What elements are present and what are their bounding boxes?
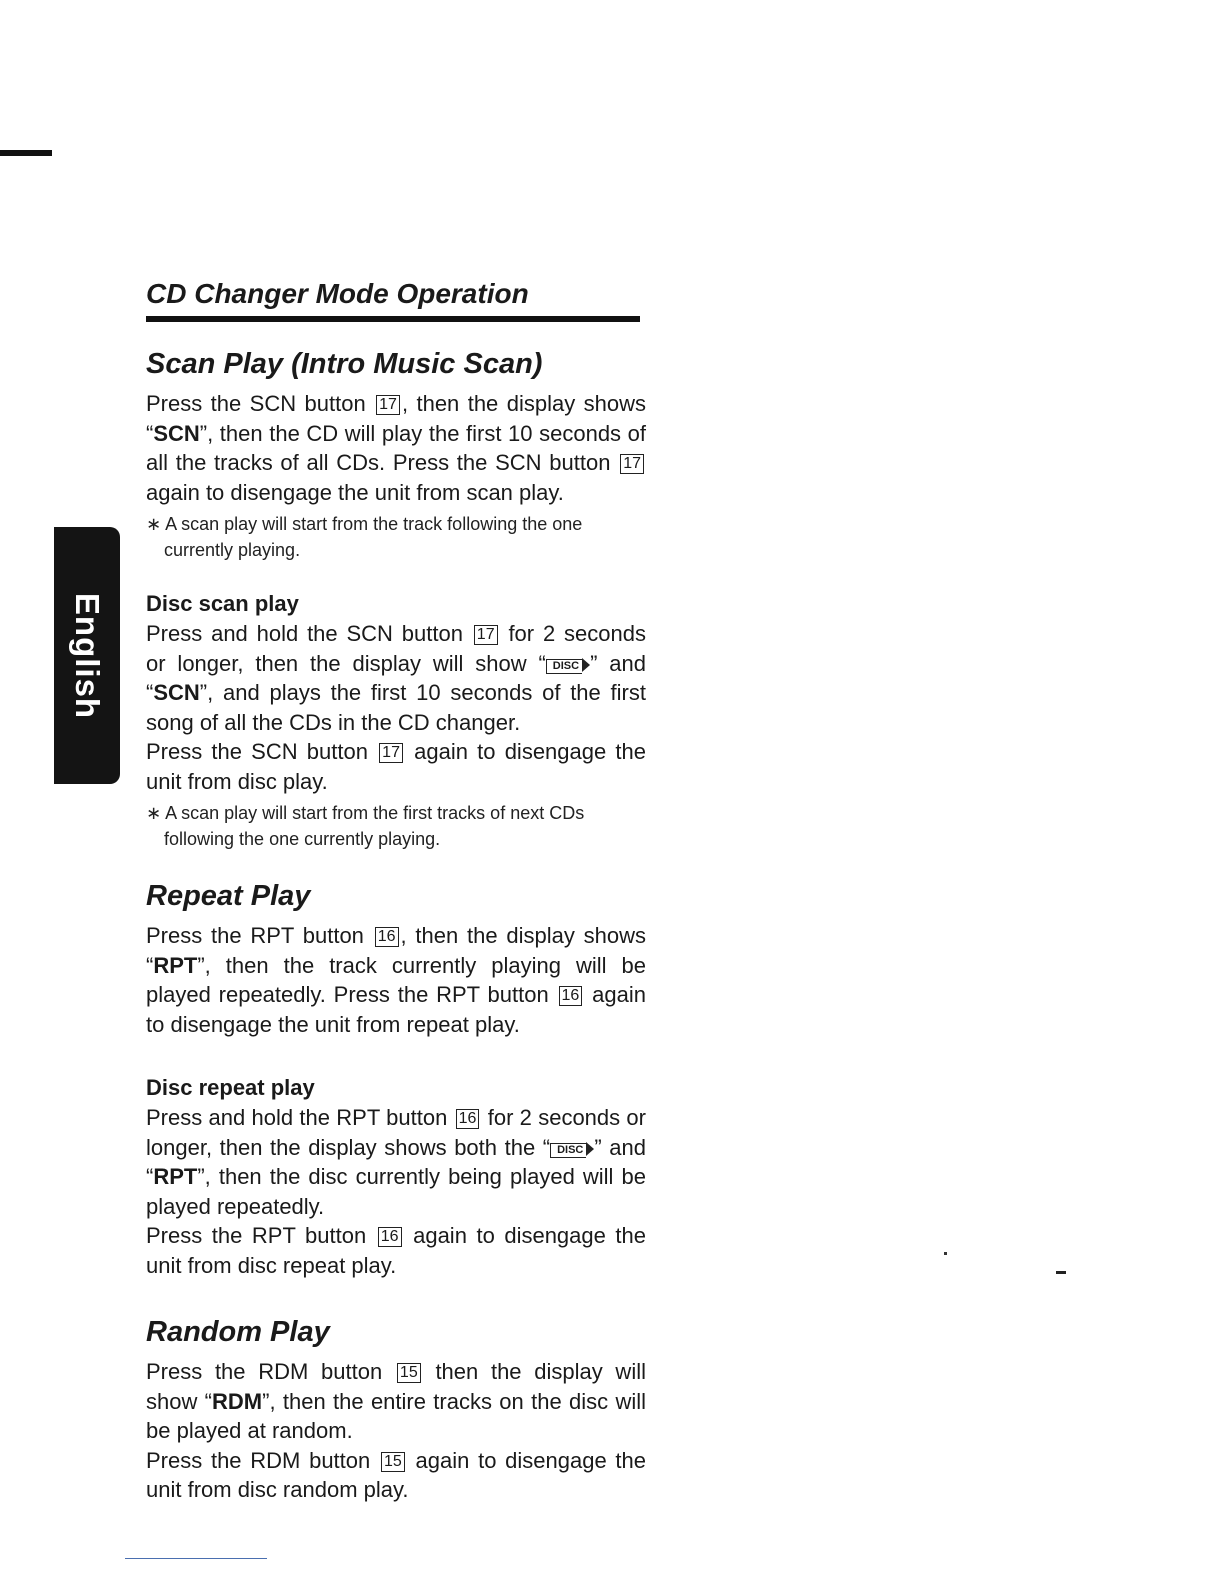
repeat-play-paragraph: Press the RPT button 16 , then the display shows “RPT”, then the track currently playing will be played repeatedly. Press the RPT button 16 again to disengage the unit from repeat play. [146,923,646,1037]
rpt-button-ref: 16 [375,927,399,947]
scn-button-ref: 17 [379,743,403,763]
scan-speck [1056,1271,1066,1274]
disc-icon: DISC [546,659,582,674]
rdm-button-ref: 15 [381,1452,405,1472]
scn-button-ref: 17 [474,625,498,645]
disc-scan-note: ∗ A scan play will start from the first tracks of next CDs following the one currently playing. [146,803,585,849]
language-tab [54,527,120,784]
page-edge-mark [0,150,52,156]
random-play-disengage-paragraph: Press the RDM button 15 again to disengage the unit from disc random play. [146,1447,646,1502]
disc-icon: DISC [550,1143,586,1158]
scan-play-heading: Scan Play (Intro Music Scan) [146,348,543,380]
rpt-button-ref: 16 [559,986,583,1006]
scan-speck [944,1252,947,1255]
scn-button-ref: 17 [376,395,400,415]
random-play-paragraph: Press the RDM button 15 then the display will show “RDM”, then the entire tracks on the disc will be played at random. [146,1359,647,1443]
scan-play-paragraph: Press the SCN button 17 , then the display shows “SCN”, then the CD will play the first 10 seconds of all the tracks of all CDs. Press the SCN button 17 again to disengage the unit from scan play. [146,391,646,505]
rdm-button-ref: 15 [397,1363,421,1383]
disc-repeat-disengage-paragraph: Press the RPT button 16 again to disengage the unit from disc repeat play. [146,1223,646,1278]
language-tab-label: English [69,592,106,719]
main-content [146,278,646,1505]
disc-repeat-heading: Disc repeat play [146,1075,315,1100]
disc-scan-disengage-paragraph: Press the SCN button 17 again to disengage the unit from disc play. [146,739,646,794]
bottom-rule [125,1558,267,1559]
scan-play-note: ∗ A scan play will start from the track following the one currently playing. [146,514,583,560]
rpt-button-ref: 16 [378,1227,402,1247]
scn-button-ref: 17 [620,454,644,474]
repeat-play-heading: Repeat Play [146,880,311,912]
rpt-button-ref: 16 [456,1109,480,1129]
random-play-heading: Random Play [146,1316,330,1348]
disc-scan-heading: Disc scan play [146,591,299,616]
disc-scan-paragraph: Press and hold the SCN button 17 for 2 seconds or longer, then the display will show “ DISC ” and “SCN”, and plays the first 10 seconds of the first song of all the CDs in the CD changer. [146,621,646,735]
page-title: CD Changer Mode Operation [146,278,640,322]
disc-repeat-paragraph: Press and hold the RPT button 16 for 2 seconds or longer, then the display shows both the “ DISC ” and “RPT”, then the disc currently being played will be played repeatedly. [146,1105,646,1219]
